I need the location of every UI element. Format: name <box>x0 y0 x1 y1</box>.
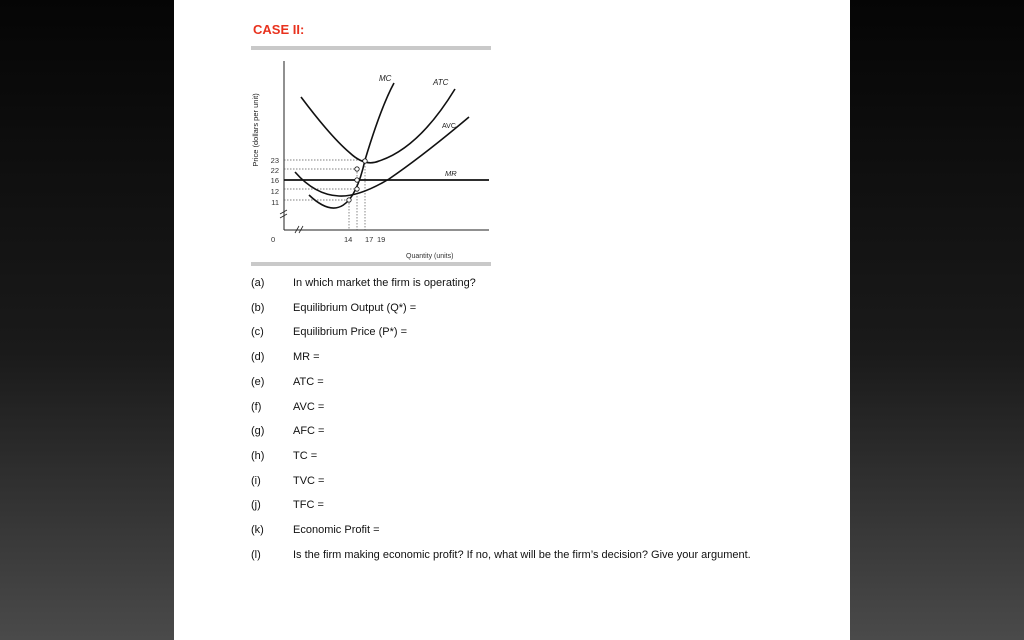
bottom-divider <box>251 262 491 266</box>
x-tick-17: 17 <box>365 235 374 244</box>
atc-label: ATC <box>433 78 449 87</box>
x-axis-label: Quantity (units) <box>406 253 454 260</box>
top-divider <box>251 46 491 50</box>
origin-label: 0 <box>271 235 276 244</box>
question-text: TVC = <box>293 475 325 487</box>
mr-label: MR <box>445 169 457 178</box>
atc-curve <box>301 89 455 163</box>
question-letter: (i) <box>251 475 261 487</box>
question-letter: (j) <box>251 499 261 511</box>
cost-curve-graph <box>249 55 494 265</box>
mc-label: MC <box>379 74 392 83</box>
y-tick-22: 22 <box>270 166 279 175</box>
question-letter: (c) <box>251 326 264 338</box>
question-text: TFC = <box>293 499 324 511</box>
question-letter: (h) <box>251 450 265 462</box>
document-page <box>174 0 850 640</box>
y-tick-11: 11 <box>271 198 279 207</box>
question-text: Equilibrium Price (P*) = <box>293 326 408 338</box>
question-letter: (g) <box>251 425 265 437</box>
x-tick-14: 14 <box>344 235 353 244</box>
question-letter: (d) <box>251 351 265 363</box>
question-text: ATC = <box>293 376 324 388</box>
question-letter: (l) <box>251 549 261 561</box>
question-text: Equilibrium Output (Q*) = <box>293 302 417 314</box>
question-text: Is the firm making economic profit? If no, what will be the firm’s decision? Give your argument. <box>293 549 751 561</box>
question-text: MR = <box>293 351 320 363</box>
question-letter: (k) <box>251 524 264 536</box>
avc-label: AVC <box>442 123 456 130</box>
question-text: AVC = <box>293 401 325 413</box>
question-text: AFC = <box>293 425 325 437</box>
y-tick-12: 12 <box>270 187 279 196</box>
question-text: In which market the firm is operating? <box>293 277 476 289</box>
question-letter: (a) <box>251 277 265 289</box>
question-letter: (f) <box>251 401 262 413</box>
y-axis-label: Price (dollars per unit) <box>251 93 260 167</box>
case-title: CASE II: <box>253 22 305 37</box>
question-letter: (e) <box>251 376 265 388</box>
question-text: TC = <box>293 450 318 462</box>
question-letter: (b) <box>251 302 265 314</box>
y-tick-23: 23 <box>270 156 279 165</box>
x-tick-19: 19 <box>377 235 386 244</box>
y-tick-16: 16 <box>270 176 279 185</box>
question-text: Economic Profit = <box>293 524 380 536</box>
